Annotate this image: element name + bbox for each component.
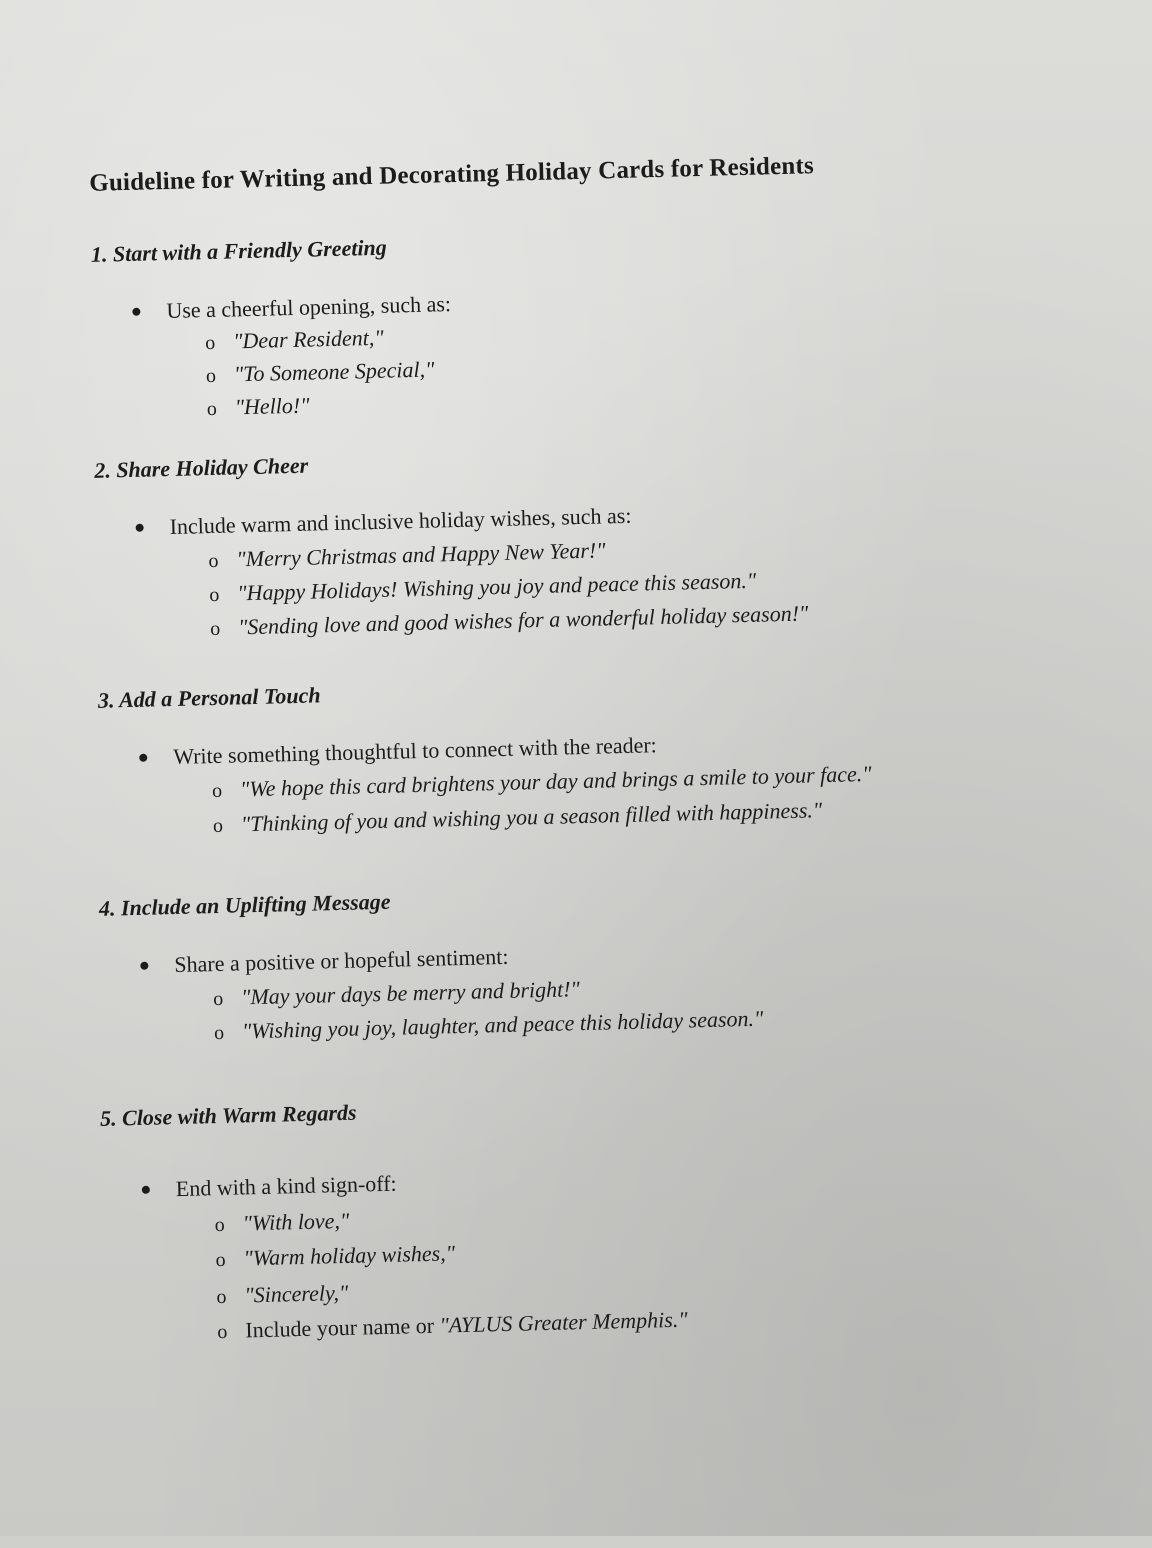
bullet-item — [132, 291, 451, 325]
document-title: Guideline for Writing and Decorating Holiday Cards for Residents — [88, 152, 815, 197]
sub-item-text: "Sending love and good wishes for a wonderful holiday season!" — [237, 600, 809, 640]
sub-item — [206, 357, 435, 389]
circle-marker-icon: o — [206, 397, 218, 421]
bullet-item — [140, 944, 509, 979]
circle-marker-icon: o — [205, 364, 217, 388]
sub-item — [208, 537, 606, 573]
sub-item — [212, 761, 872, 803]
sub-item-text: "Sincerely," — [244, 1279, 349, 1308]
section-heading: 3. Add a Personal Touch — [97, 682, 321, 713]
circle-marker-icon: o — [217, 1320, 228, 1344]
section-greeting — [90, 215, 1152, 421]
sub-item — [217, 1307, 688, 1344]
section-heading: 4. Include an Uplifting Message — [98, 888, 391, 921]
circle-marker-icon: o — [216, 1285, 227, 1309]
bullet-dot-icon — [140, 962, 148, 970]
circle-marker-icon: o — [212, 987, 224, 1011]
sub-item — [214, 1006, 764, 1045]
circle-marker-icon: o — [209, 583, 220, 607]
section-heading: 1. Start with a Friendly Greeting — [90, 234, 388, 267]
bullet-text: End with a kind sign-off: — [175, 1170, 397, 1202]
circle-marker-icon: o — [212, 814, 224, 838]
circle-marker-icon: o — [214, 1213, 226, 1237]
sub-item-text: "May your days be merry and bright!" — [240, 976, 581, 1010]
section-heading: 5. Close with Warm Regards — [99, 1099, 357, 1131]
sub-item-text: "Warm holiday wishes," — [243, 1240, 456, 1271]
sub-item — [209, 568, 756, 607]
sub-item-text: "We hope this card brightens your day and brings a smile to your face." — [239, 760, 872, 802]
bullet-text: Include warm and inclusive holiday wishes, such as: — [169, 502, 632, 540]
circle-marker-icon: o — [208, 549, 219, 573]
sub-item — [205, 325, 384, 355]
section-heading: 2. Share Holiday Cheer — [93, 452, 309, 483]
sub-item — [213, 976, 580, 1011]
bullet-dot-icon — [139, 754, 147, 762]
section-warm-regards — [99, 1079, 1152, 1344]
section-uplifting-message — [98, 869, 1152, 1045]
bullet-dot-icon — [132, 308, 140, 316]
bullet-text: Use a cheerful opening, such as: — [166, 291, 452, 324]
bullet-dot-icon — [142, 1186, 150, 1194]
sub-item-text: "Hello!" — [234, 392, 310, 420]
circle-marker-icon: o — [204, 331, 216, 355]
sub-item-text: "Merry Christmas and Happy New Year!" — [236, 537, 606, 572]
sub-item — [216, 1280, 348, 1309]
bullet-text: Share a positive or hopeful sentiment: — [174, 943, 509, 978]
sub-item-text: "Happy Holidays! Wishing you joy and peace this season." — [236, 567, 757, 606]
sub-item-text: "Dear Resident," — [232, 324, 384, 354]
sub-item — [214, 1208, 349, 1237]
bullet-item — [139, 732, 657, 771]
section-personal-touch — [97, 661, 1152, 838]
sub-item-text: Include your name or — [245, 1312, 440, 1343]
section-holiday-cheer — [93, 431, 1152, 641]
bullet-item — [142, 1171, 397, 1203]
sub-item — [213, 797, 823, 838]
circle-marker-icon: o — [213, 1021, 225, 1045]
circle-marker-icon: o — [211, 779, 223, 803]
circle-marker-icon: o — [215, 1248, 226, 1272]
sub-item-text: "To Someone Special," — [233, 356, 435, 387]
organization-name: "AYLUS Greater Memphis." — [439, 1306, 688, 1338]
sub-item — [206, 393, 309, 422]
bullet-item — [135, 503, 631, 541]
sub-item — [210, 600, 809, 641]
sub-item-text: "Wishing you joy, laughter, and peace this holiday season." — [241, 1005, 764, 1044]
bullet-dot-icon — [136, 524, 144, 532]
bullet-text: Write something thoughtful to connect with the reader: — [172, 732, 658, 769]
sub-item-text: "With love," — [242, 1207, 350, 1236]
circle-marker-icon: o — [209, 617, 221, 641]
sub-item-text: "Thinking of you and wishing you a season filled with happiness." — [240, 797, 823, 837]
sub-item — [215, 1240, 455, 1272]
